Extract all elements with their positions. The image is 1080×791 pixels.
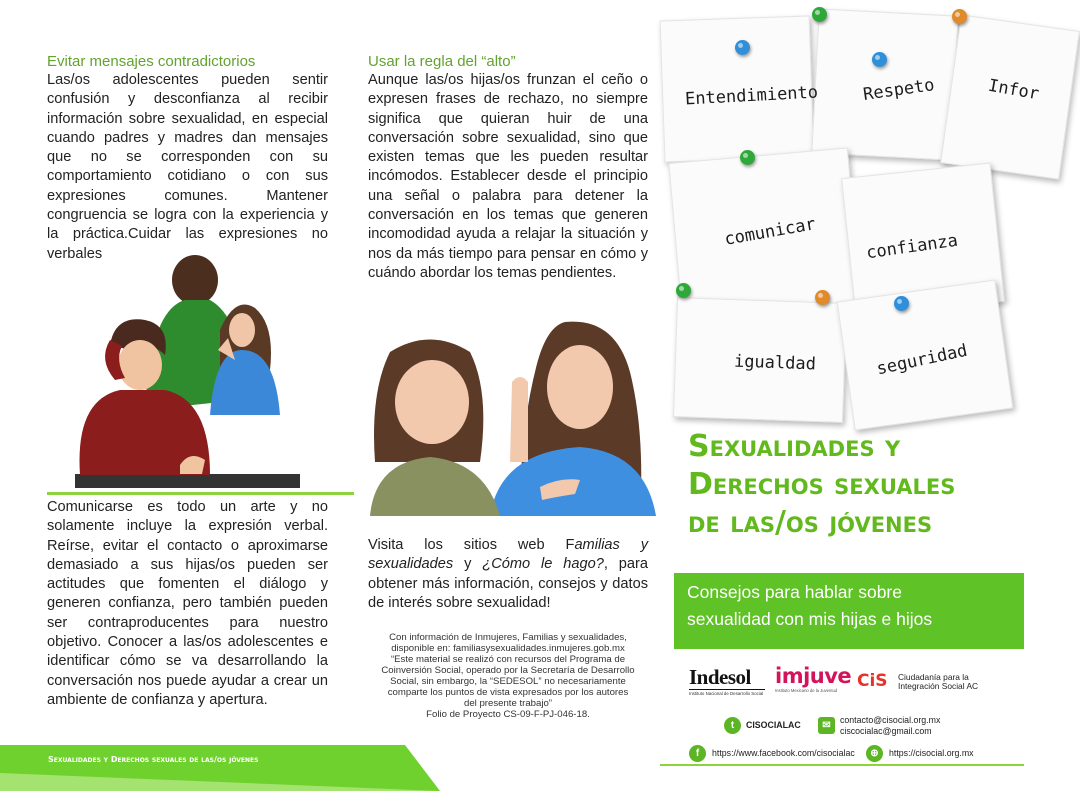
visit-text-3: , para obtener más información, consejos y datos de interés sobre sexualidad! [368, 556, 648, 611]
credit-line: Coinversión Social, operado por la Secretaría de Desarrollo [381, 665, 635, 676]
subtitle-line-2: sexualidad con mis hijas e hijos [687, 609, 933, 629]
pushpin-icon [812, 7, 827, 22]
twitter-handle[interactable]: CISOCIALAC [746, 720, 801, 730]
left-column [47, 53, 328, 264]
note-word-seguridad: seguridad [874, 340, 970, 380]
note-word-respeto: Respeto [861, 75, 936, 105]
website-link[interactable]: https://cisocial.org.mx [889, 748, 974, 758]
illustration-two-girls [370, 312, 656, 516]
pushpin-icon [740, 150, 755, 165]
section-heading-contradictory: Evitar mensajes contradictorios [47, 53, 256, 70]
divider-left [47, 492, 354, 495]
credit-line: Social, sin embargo, la “SEDESOL” no necesariamente [390, 676, 626, 687]
indesol-wordmark: Indesol [689, 665, 751, 689]
divider-right [660, 764, 1024, 766]
sticky-notes-area [660, 0, 1041, 425]
table-shape [75, 474, 300, 488]
facebook-link[interactable]: https://www.facebook.com/cisocialac [712, 748, 855, 758]
paragraph-stop-rule: Aunque las/os hijas/os frunzan el ceño o expresen frases de rechazo, no siempre significa que quieran huir de una conversación sobre sexualidad, sino que existen temas que les pueden resultar incómodos. Establecer desde el principio una señal o palabra para detener la conversación en los temas que generen incomodidad ayuda a relajar la situación y nos da más tiempo para pensar en cómo y cuándo abordar los temas pendientes. [368, 72, 648, 281]
note-word-entendimiento: Entendimiento [684, 82, 819, 110]
pushpin-icon [676, 283, 691, 298]
pushpin-icon [735, 40, 750, 55]
visit-site-como: ¿Cómo le hago? [482, 556, 604, 573]
pushpin-icon [894, 296, 909, 311]
title-line-2: Derechos sexuales [688, 467, 956, 502]
title-line-1: Sexualidades y [688, 429, 901, 464]
credits-block [366, 632, 650, 720]
note-word-comunicar: comunicar [722, 214, 818, 250]
credit-line: comparte los puntos de vista expresados por los autores [387, 687, 629, 698]
section-heading-stop-rule: Usar la regla del “alto” [368, 53, 516, 70]
footer-band [0, 745, 440, 791]
credit-line: del presente trabajo” [464, 698, 552, 709]
indesol-logo [689, 666, 765, 697]
imjuve-logo [775, 664, 852, 694]
email-contact[interactable]: contacto@cisocial.org.mx [840, 715, 941, 725]
title-line-3: de las/os jóvenes [688, 505, 933, 540]
paragraph-communication: Comunicarse es todo un arte y no solamente incluye la expresión verbal. Reírse, evitar el contacto o aproximarse demasiado a sus hijas/os pueden ser actitudes que fomenten el diálogo y generen confianza, pero también pueden ser contraproducentes para nuestro objetivo. Conocer a las/os adolescentes e identificar cómo se va desarrollando la conversación nos puede ayudar a crear un ambiente de confianza y apertura. [47, 499, 328, 708]
email-alt[interactable]: ciscocialac@gmail.com [840, 726, 932, 736]
girl-face [229, 313, 255, 347]
imjuve-subtitle: Instituto Mexicano de la Juventud [775, 688, 838, 693]
credit-line: Con información de Inmujeres, Familias y sexualidades, [389, 632, 627, 643]
visit-site-familias: amilias y sexualidades [368, 537, 649, 573]
left-girl-face [395, 360, 469, 444]
web-icon: ⊕ [866, 745, 883, 762]
twitter-icon: t [724, 717, 741, 734]
illustration-mother-son [70, 250, 300, 490]
email-icon: ✉ [818, 717, 835, 734]
footer-label: Sexualidades y Derechos sexuales de las/os jóvenes [48, 755, 259, 764]
adult-hair [172, 255, 218, 305]
imjuve-wordmark: imjuve [775, 664, 852, 688]
credit-line: Folio de Proyecto CS-09-F-PJ-046-18. [426, 709, 590, 720]
visit-text-2: y [453, 556, 483, 573]
pushpin-icon [872, 52, 887, 67]
visit-block [368, 536, 648, 613]
facebook-icon: f [689, 745, 706, 762]
cover-title [688, 428, 1024, 542]
pushpin-icon [815, 290, 830, 305]
cisocial-name-2: Integración Social AC [898, 681, 979, 691]
cisocial-mark: CiS [857, 671, 888, 691]
subtitle-line-1: Consejos para hablar sobre [687, 582, 902, 602]
boy-face [118, 340, 162, 390]
visit-paragraph [368, 536, 648, 613]
stop-hand [510, 377, 528, 462]
note-word-igualdad: igualdad [733, 351, 817, 375]
pushpin-icon [952, 9, 967, 24]
credit-line: “Este material se realizó con recursos del Programa de [390, 654, 626, 665]
credit-line: disponible en: familiasysexualidades.inmujeres.gob.mx [391, 643, 625, 654]
indesol-subtitle: Instituto Nacional de Desarrollo Social [689, 691, 764, 696]
cisocial-name-1: Ciudadanía para la [898, 672, 969, 682]
note-word-infor: Infor [986, 75, 1041, 105]
note-word-confianza: confianza [865, 230, 960, 264]
visit-text-1: Visita los sitios web F [368, 537, 575, 553]
paragraph-contradictory: Las/os adolescentes pueden sentir confusión y desconfianza al recibir información sobre sexualidad, en especial cuando padres y madres dan mensajes que no se corresponden con su comportamiento cotidiano o con sus expresiones comunes. Mantener congruencia se logra con la experiencia y la práctica.Cuidar las expresiones no verbales [47, 72, 328, 262]
right-girl-face [547, 345, 613, 429]
left-bottom-block [47, 498, 328, 710]
middle-column [368, 53, 648, 283]
